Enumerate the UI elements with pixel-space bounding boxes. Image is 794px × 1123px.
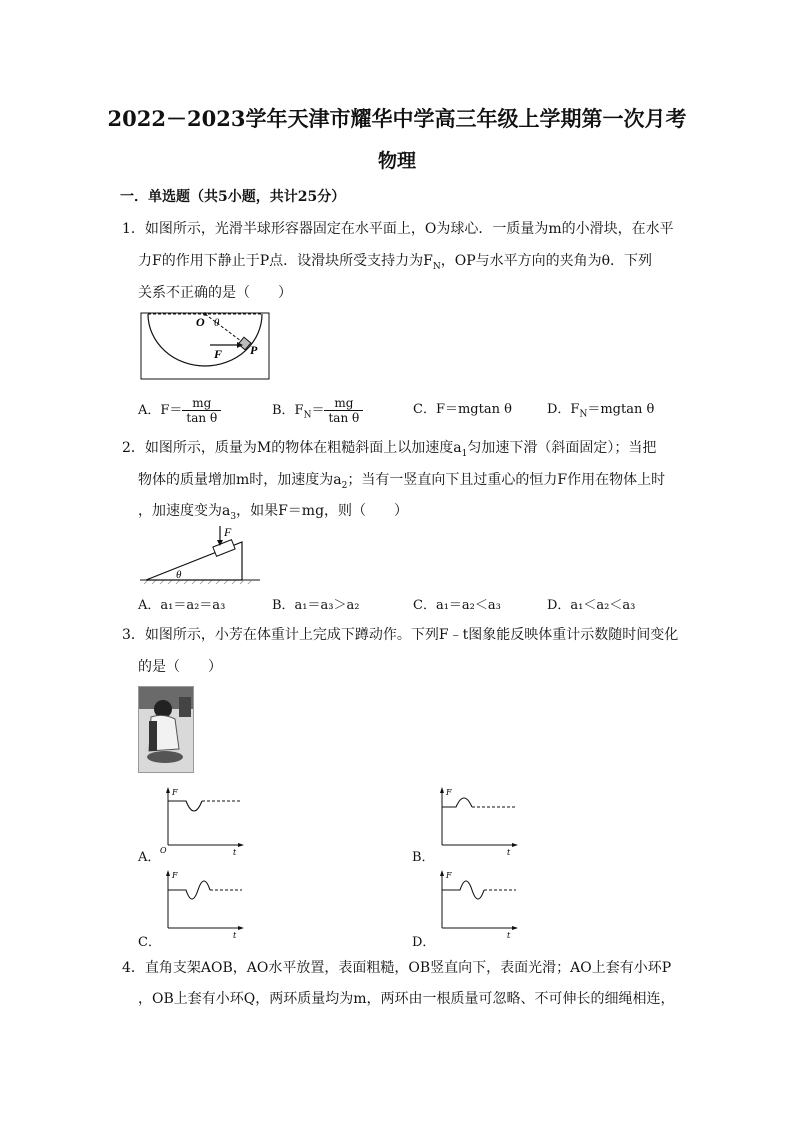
q3-graph-c (158, 868, 248, 940)
q1-line-3: 关系不正确的是（ ） (138, 285, 292, 301)
q2-label-f: F (224, 525, 232, 539)
q3-line-1: 3．如图所示，小芳在体重计上完成下蹲动作。下列F﹣t图象能反映体重计示数随时间变化 (122, 627, 679, 643)
q3-option-c[interactable]: C． (138, 935, 161, 950)
q2-figure (138, 524, 263, 584)
q2-label-theta: θ (176, 569, 182, 581)
page-subtitle: 物理 (377, 150, 416, 172)
q3-a-axis-o: O (160, 846, 167, 855)
q3-d-axis-t: t (507, 931, 511, 940)
q1-option-a[interactable]: A．F＝ $\frac{mg}{\text{tan θ}}$ (138, 396, 221, 425)
section-heading: 一．单选题（共5小题，共计25分） (120, 189, 346, 205)
q3-c-axis-t: t (233, 931, 237, 940)
q4-line-2: ，OB上套有小环Q，两环质量均为m，两环由一根质量可忽略、不可伸长的细绳相连， (138, 991, 675, 1007)
q2-line-1: 2．如图所示，质量为M的物体在粗糙斜面上以加速度$a_1$匀加速下滑（斜面固定）；当把 (122, 440, 657, 459)
q1-option-d[interactable]: D．$F_N=mgtan$ θ (547, 402, 655, 420)
q4-line-1: 4．直角支架AOB，AO水平放置，表面粗糙，OB竖直向下，表面光滑；AO上套有小环P (122, 960, 672, 976)
q3-line-2: 的是（ ） (138, 659, 222, 675)
q2-line-3: ，加速度变为$a_3$，如果F＝mg，则（ ） (138, 503, 409, 522)
q3-option-a[interactable]: A． (138, 850, 161, 865)
q1-label-f: F (214, 347, 223, 361)
q3-graph-d (432, 868, 522, 940)
q1-label-o: O (196, 315, 205, 329)
q3-b-axis-f: F (446, 788, 452, 797)
q3-graph-b (432, 785, 522, 857)
q1-label-theta: θ (214, 317, 220, 329)
q3-option-d[interactable]: D． (412, 935, 436, 950)
q3-a-axis-t: t (233, 848, 237, 857)
q3-d-axis-f: F (446, 871, 452, 880)
q2-option-d[interactable]: D．a₁＜a₂＜a₃ (547, 598, 636, 613)
q1-option-c[interactable]: C．F＝mgtan θ (413, 402, 512, 417)
q1-option-b[interactable]: B．$F_N=$ $\frac{mg}{\text{tan θ}}$ (272, 396, 363, 425)
q2-line-2: 物体的质量增加m时，加速度为$a_2$；当有一竖直向下且过重心的恒力F作用在物体上时 (138, 472, 666, 491)
q1-figure (140, 312, 270, 380)
q1-line-2: 力F的作用下静止于P点．设滑块所受支持力为$F_N$，OP与水平方向的夹角为θ．下列 (138, 253, 653, 272)
q3-b-axis-t: t (507, 848, 511, 857)
q2-option-b[interactable]: B．a₁＝a₃＞a₂ (272, 598, 360, 613)
q1-label-p: P (250, 343, 258, 357)
q2-option-c[interactable]: C．a₁＝a₂＜a₃ (413, 598, 501, 613)
q3-graph-a (158, 785, 248, 857)
q3-option-b[interactable]: B． (412, 850, 435, 865)
page-title: 2022－2023学年天津市耀华中学高三年级上学期第一次月考 (107, 106, 687, 131)
q2-option-a[interactable]: A．a₁＝a₂＝a₃ (138, 598, 226, 613)
q3-c-axis-f: F (172, 871, 178, 880)
q3-a-axis-f: F (172, 788, 178, 797)
q3-photo (138, 686, 194, 773)
q1-line-1: 1．如图所示，光滑半球形容器固定在水平面上，O为球心．一质量为m的小滑块，在水平 (122, 221, 674, 237)
